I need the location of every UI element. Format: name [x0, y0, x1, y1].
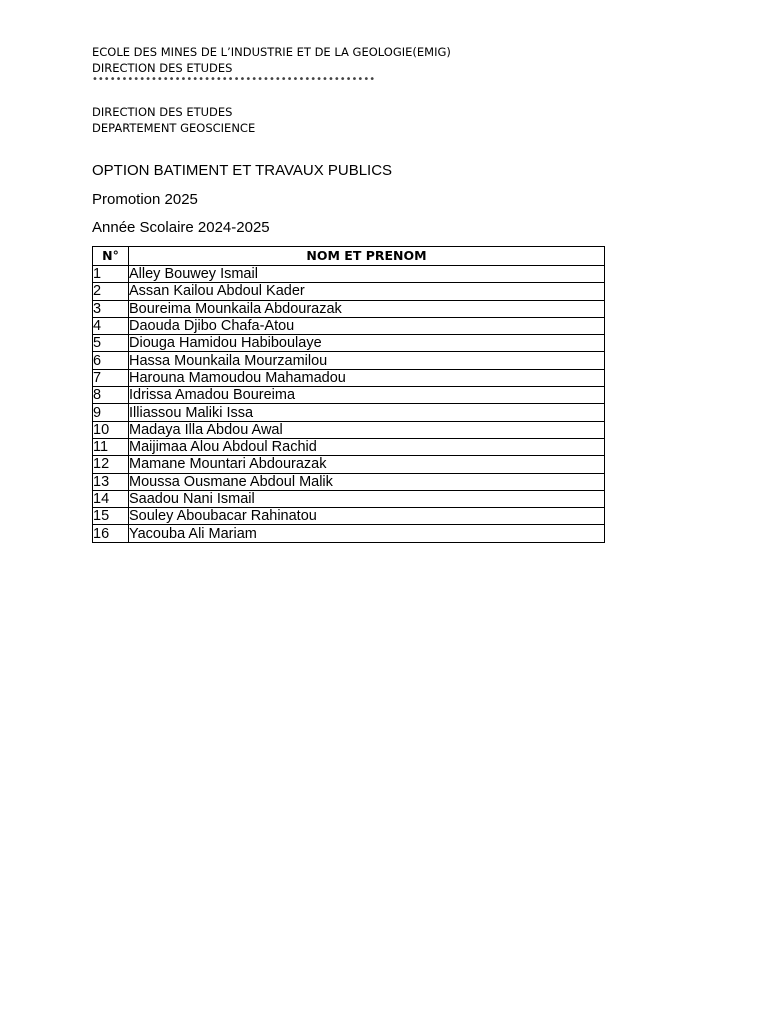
row-number: 15: [93, 508, 129, 525]
table-header-row: [93, 247, 605, 266]
student-name: Daouda Djibo Chafa-Atou: [129, 317, 605, 334]
student-name: Illiassou Maliki Issa: [129, 404, 605, 421]
table-row: [93, 266, 605, 283]
student-name: Diouga Hamidou Habiboulaye: [129, 335, 605, 352]
table-row: [93, 438, 605, 455]
promotion-label: Promotion 2025: [92, 191, 198, 208]
table-row: [93, 369, 605, 386]
table-row: [93, 421, 605, 438]
student-name: Moussa Ousmane Abdoul Malik: [129, 473, 605, 490]
column-header-name: NOM ET PRENOM: [129, 247, 605, 266]
table-row: [93, 300, 605, 317]
student-name: Boureima Mounkaila Abdourazak: [129, 300, 605, 317]
row-number: 13: [93, 473, 129, 490]
row-number: 6: [93, 352, 129, 369]
table-row: [93, 508, 605, 525]
row-number: 5: [93, 335, 129, 352]
column-header-number: N°: [93, 247, 129, 266]
student-name: Saadou Nani Ismail: [129, 490, 605, 507]
student-name: Idrissa Amadou Boureima: [129, 387, 605, 404]
student-name: Alley Bouwey Ismail: [129, 266, 605, 283]
table-row: [93, 352, 605, 369]
student-name: Hassa Mounkaila Mourzamilou: [129, 352, 605, 369]
student-name: Harouna Mamoudou Mahamadou: [129, 369, 605, 386]
row-number: 7: [93, 369, 129, 386]
institution-header: [92, 44, 451, 76]
table-body: [93, 266, 605, 543]
dotted-separator: ••••••••••••••••••••••••••••••••••••••••••••••••: [92, 74, 376, 85]
row-number: 3: [93, 300, 129, 317]
header-direction: DIRECTION DES ETUDES: [92, 61, 233, 75]
table-row: [93, 473, 605, 490]
row-number: 12: [93, 456, 129, 473]
row-number: 16: [93, 525, 129, 542]
table-row: [93, 317, 605, 334]
row-number: 8: [93, 387, 129, 404]
table-row: [93, 283, 605, 300]
row-number: 9: [93, 404, 129, 421]
row-number: 4: [93, 317, 129, 334]
row-number: 14: [93, 490, 129, 507]
student-name: Maijimaa Alou Abdoul Rachid: [129, 438, 605, 455]
row-number: 2: [93, 283, 129, 300]
student-name: Assan Kailou Abdoul Kader: [129, 283, 605, 300]
option-title: OPTION BATIMENT ET TRAVAUX PUBLICS: [92, 162, 393, 179]
table-row: [93, 404, 605, 421]
student-name: Yacouba Ali Mariam: [129, 525, 605, 542]
department-block: [92, 104, 255, 136]
department-name: DEPARTEMENT GEOSCIENCE: [92, 121, 256, 135]
school-name: ECOLE DES MINES DE L’INDUSTRIE ET DE LA GEOLOGIE(EMIG): [92, 45, 451, 59]
row-number: 11: [93, 438, 129, 455]
table-row: [93, 335, 605, 352]
student-roster-table: [92, 246, 605, 543]
department-direction: DIRECTION DES ETUDES: [92, 105, 233, 119]
table-row: [93, 387, 605, 404]
table-row: [93, 490, 605, 507]
table-row: [93, 525, 605, 542]
student-name: Mamane Mountari Abdourazak: [129, 456, 605, 473]
student-name: Souley Aboubacar Rahinatou: [129, 508, 605, 525]
row-number: 1: [93, 266, 129, 283]
student-name: Madaya Illa Abdou Awal: [129, 421, 605, 438]
row-number: 10: [93, 421, 129, 438]
table-row: [93, 456, 605, 473]
school-year-label: Année Scolaire 2024-2025: [92, 219, 270, 236]
